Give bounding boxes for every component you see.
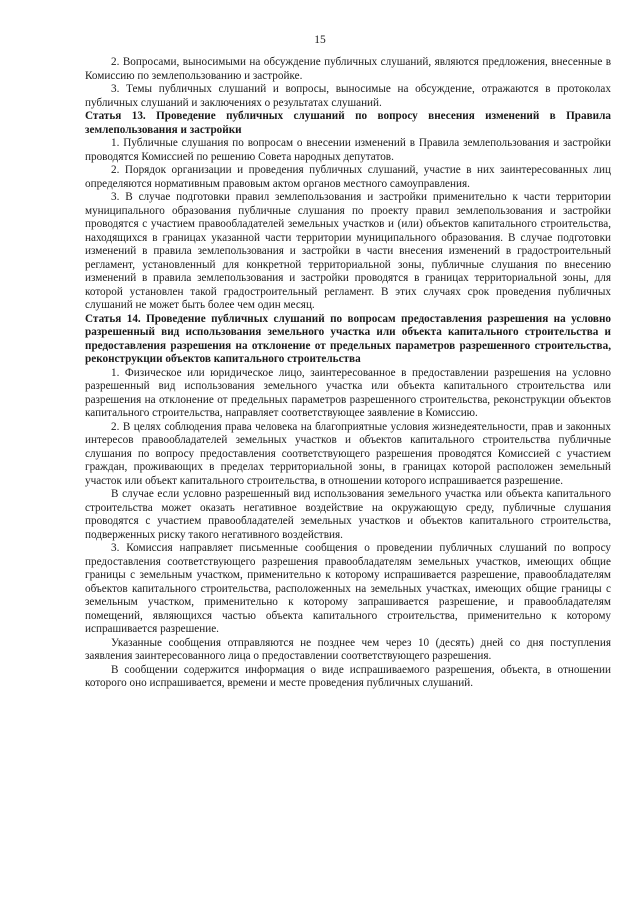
paragraph: 1. Публичные слушания по вопросам о внесении изменений в Правила землепользования и застройки проводятся Комиссией по решению Совета народных депутатов. <box>85 137 611 163</box>
paragraph: Указанные сообщения отправляются не позднее чем через 10 (десять) дней со дня поступления заявления заинтересованного лица о предоставлении соответствующего разрешения. <box>85 636 611 662</box>
paragraph: 2. Порядок организации и проведения публичных слушаний, участие в них заинтересованных лиц определяются нормативным правовым актом органов местного самоуправления. <box>85 164 611 190</box>
paragraph: 2. Вопросами, выносимыми на обсуждение публичных слушаний, являются предложения, внесенные в Комиссию по землепользованию и застройке. <box>85 56 611 82</box>
paragraph: 1. Физическое или юридическое лицо, заинтересованное в предоставлении разрешения на условно разрешенный вид использования земельного участка или объекта капитального строительства или разрешения на отклонение от предельных параметров разрешенного строительства, реконструкции объектов капитального строительства, направляет соответствующее заявление в Комиссию. <box>85 366 611 419</box>
article-14-heading: Статья 14. Проведение публичных слушаний по вопросам предоставления разрешения на условно разрешенный вид использования земельного участка или объекта капитального строительства и предоставления разрешения на отклонение от предельных параметров разрешенного строительства, реконструкции объектов капитального строительства <box>85 312 611 365</box>
document-body <box>85 56 611 691</box>
paragraph: 3. Темы публичных слушаний и вопросы, выносимые на обсуждение, отражаются в протоколах публичных слушаний и заключениях о результатах слушаний. <box>85 83 611 109</box>
paragraph: В сообщении содержится информация о виде испрашиваемого разрешения, объекта, в отношении которого оно испрашивается, времени и месте проведения публичных слушаний. <box>85 663 611 689</box>
paragraph: В случае если условно разрешенный вид использования земельного участка или объекта капитального строительства может оказать негативное воздействие на окружающую среду, публичные слушания проводятся с участием правообладателей земельных участков и объектов капитального строительства, подверженных риску такого негативного воздействия. <box>85 488 611 541</box>
article-13-heading: Статья 13. Проведение публичных слушаний по вопросу внесения изменений в Правила землепользования и застройки <box>85 110 611 136</box>
paragraph: 3. В случае подготовки правил землепользования и застройки применительно к части территории муниципального образования публичные слушания по проекту правил землепользования и застройки проводятся с участием правообладателей земельных участков и (или) объектов капитального строительства, находящихся в границах указанной части территории муниципального образования. В случае подготовки изменений в правила землепользования и застройки в части внесения изменений в градостроительный регламент, установленный для конкретной территориальной зоны, публичные слушания по внесению изменений в правила землепользования и застройки проводятся в границах территориальной зоны, для которой установлен такой градостроительный регламент. В этих случаях срок проведения публичных слушаний не может быть более чем один месяц. <box>85 191 611 311</box>
page-number: 15 <box>314 34 326 46</box>
paragraph: 3. Комиссия направляет письменные сообщения о проведении публичных слушаний по вопросу предоставления соответствующего разрешения правообладателям земельных участков, имеющих общие границы с земельным участком, применительно к которому испрашивается разрешение, правообладателям объектов капитального строительства, расположенных на земельных участках, имеющих общие границы с земельным участком, применительно к которому запрашивается разрешение, и правообладателям помещений, являющихся частью объекта капитального строительства, применительно к которому испрашивается разрешение. <box>85 542 611 635</box>
paragraph: 2. В целях соблюдения права человека на благоприятные условия жизнедеятельности, прав и законных интересов правообладателей земельных участков и объектов капитального строительства публичные слушания по вопросу предоставления соответствующего разрешения проводятся Комиссией с участием граждан, проживающих в пределах территориальной зоны, в границах которой расположен земельный участок или объект капитального строительства, в отношении которого испрашивается разрешение. <box>85 420 611 487</box>
